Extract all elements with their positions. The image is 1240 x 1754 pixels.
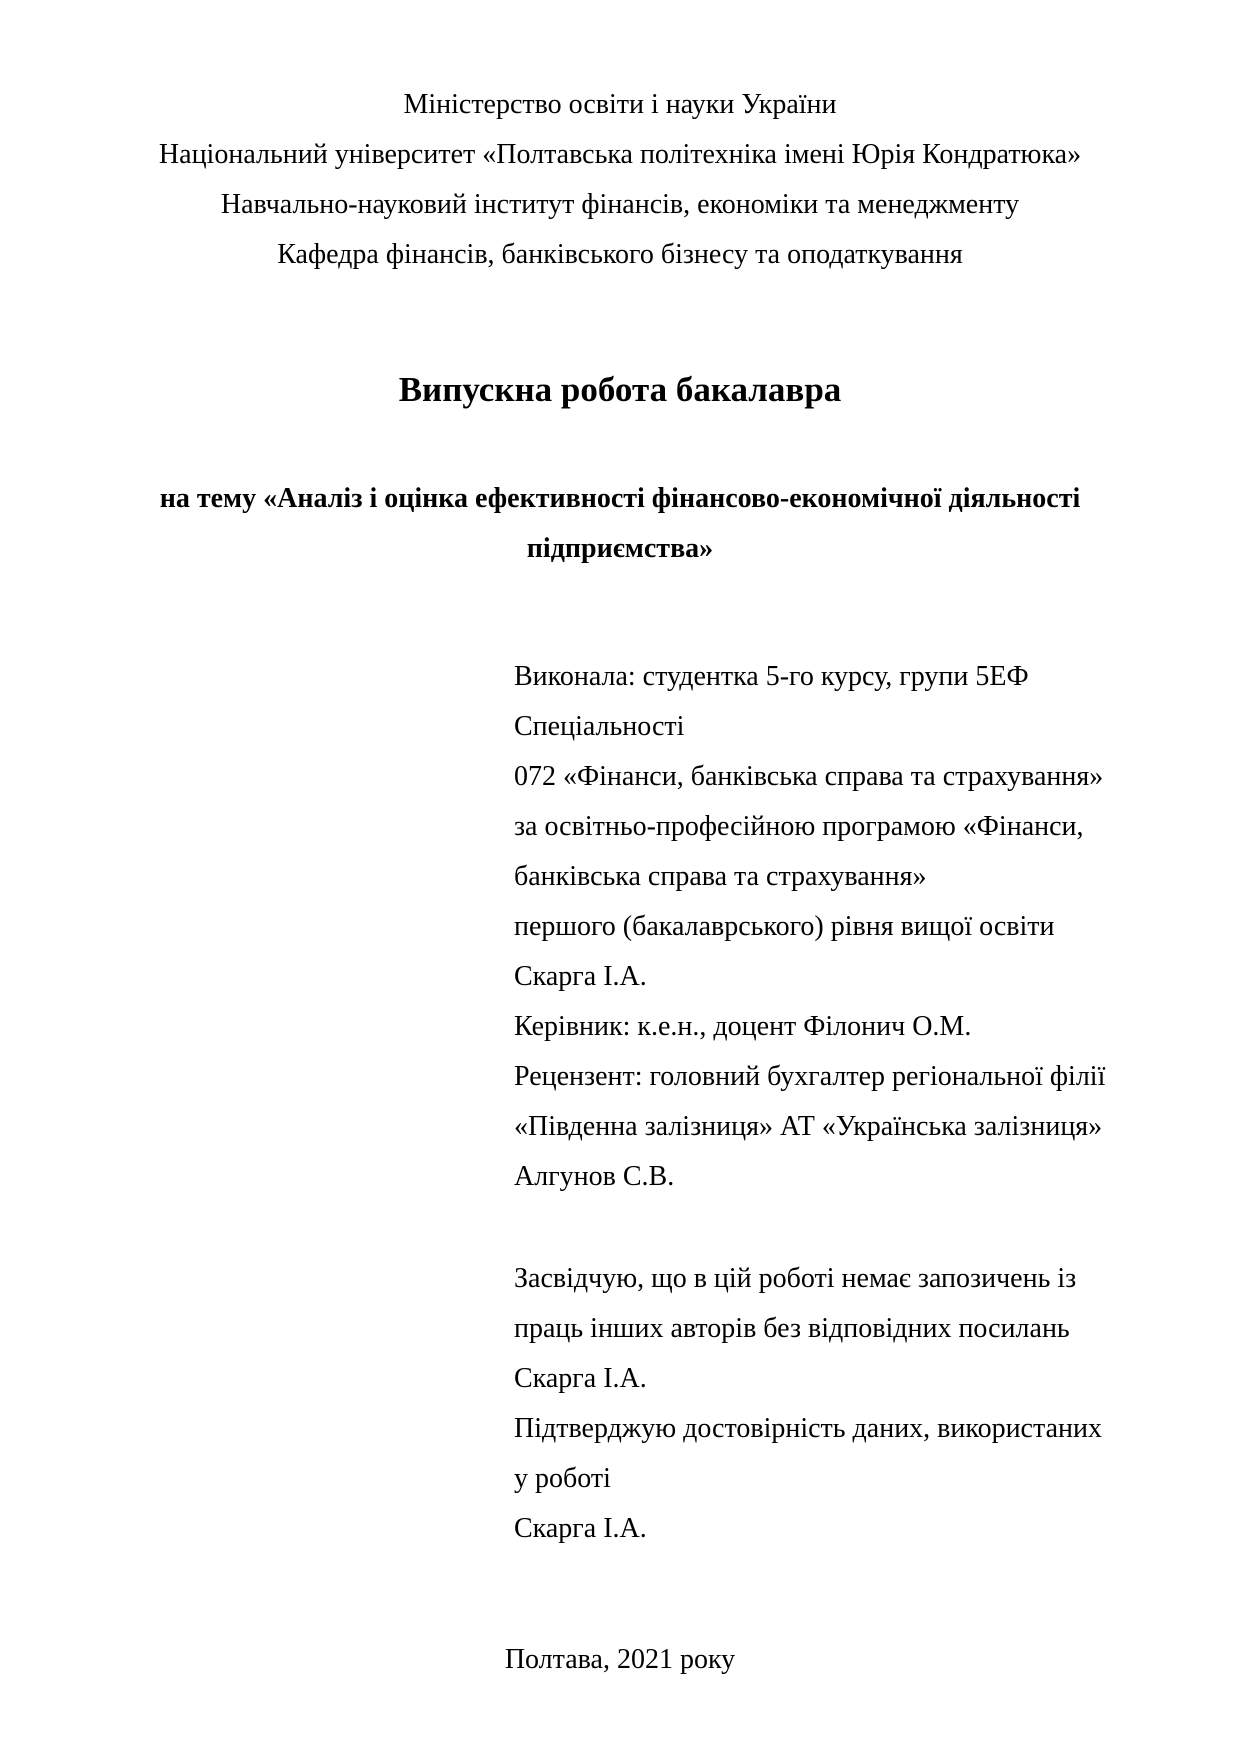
ministry-line: Міністерство освіти і науки України [403,89,837,120]
certification-line: Засвідчую, що в цій роботі немає запозичень із [514,1263,1077,1294]
certification-line: у роботі [514,1463,611,1494]
author-line: за освітньо-професійною програмою «Фінанси, [514,811,1084,842]
certification-line: Скарга І.А. [514,1363,647,1394]
topic-line-1: на тему «Аналіз і оцінка ефективності фінансово-економічної діяльності [159,483,1081,514]
author-line: Спеціальності [514,711,685,742]
reviewer-line: Алгунов С.В. [514,1161,675,1192]
author-line: Виконала: студентка 5-го курсу, групи 5ЕФ [514,661,1029,692]
author-line: 072 «Фінанси, банківська справа та страхування» [514,761,1104,792]
certification-line: Скарга І.А. [514,1513,647,1544]
reviewer-line: Рецензент: головний бухгалтер регіональної філії [514,1061,1106,1092]
department-line: Кафедра фінансів, банківського бізнесу та оподаткування [277,239,963,270]
certification-line: Підтверджую достовірність даних, використаних [514,1413,1102,1444]
supervisor-line: Керівник: к.е.н., доцент Філонич О.М. [514,1011,972,1042]
topic-line-2: підприємства» [526,533,714,564]
author-line: Скарга І.А. [514,961,647,992]
institute-line: Навчально-науковий інститут фінансів, економіки та менеджменту [220,189,1020,220]
university-line: Національний університет «Полтавська політехніка імені Юрія Кондратюка» [158,139,1082,170]
certification-line: праць інших авторів без відповідних посилань [514,1313,1070,1344]
place-year: Полтава, 2021 року [504,1644,736,1675]
document-title: Випускна робота бакалавра [398,370,842,409]
author-line: першого (бакалаврського) рівня вищої освіти [514,911,1055,942]
reviewer-line: «Південна залізниця» АТ «Українська залізниця» [514,1111,1103,1142]
author-line: банківська справа та страхування» [514,861,927,892]
